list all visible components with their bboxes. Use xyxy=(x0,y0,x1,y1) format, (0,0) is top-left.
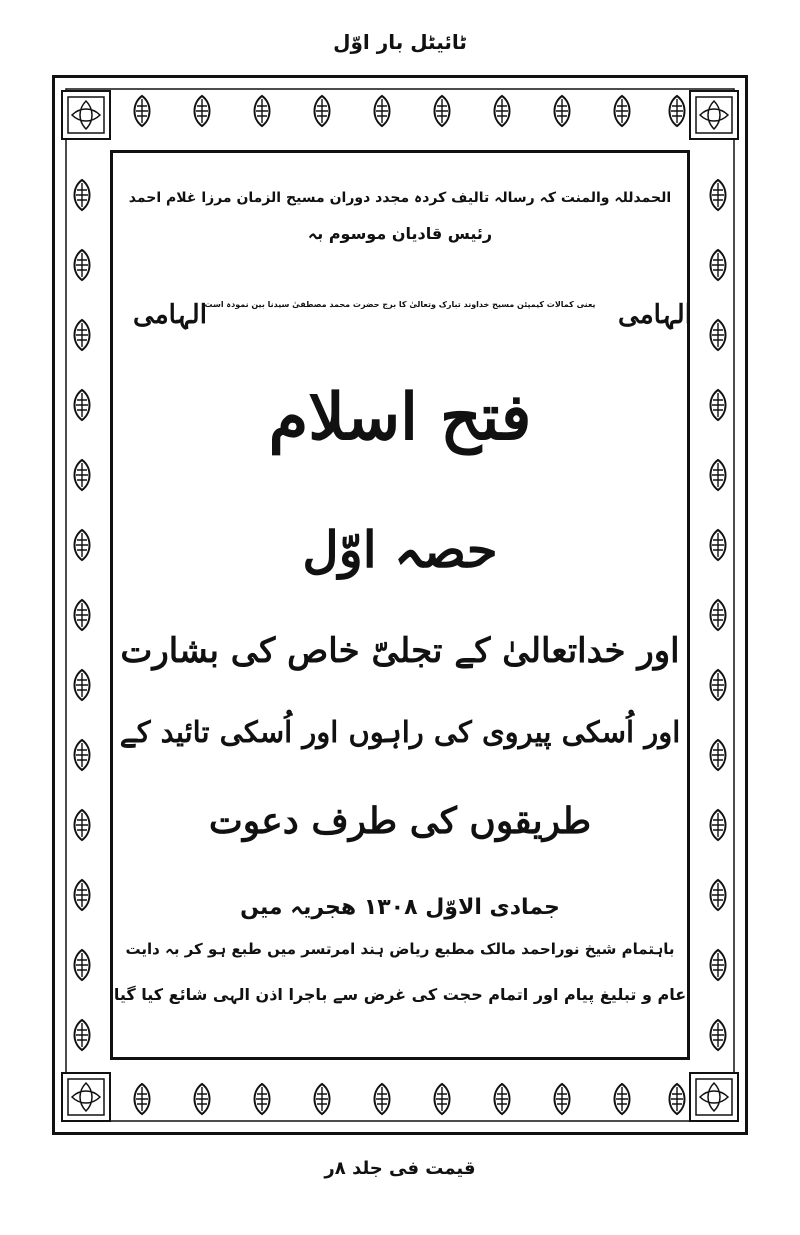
header-line-2: رئیس قادیان موسوم بہ xyxy=(307,224,493,243)
corner-ornaments xyxy=(62,91,738,1121)
top-border-ornaments xyxy=(135,96,685,126)
header-line-1: الحمدللہ والمنت کہ رسالہ تالیف کردہ مجدد دوران مسیح الزمان مرزا غلام احمد xyxy=(128,190,672,206)
book-part: حصہ اوّل xyxy=(302,520,498,579)
right-border-ornaments xyxy=(711,180,726,1050)
body-line-3: طریقوں کی طرف دعوت xyxy=(208,800,592,842)
ilhami-left-label: الہامی xyxy=(133,300,207,330)
publication-date: جمادی الاوّل ۱۳۰۸ ھجریہ میں xyxy=(240,895,560,920)
price-label: قیمت فی جلد ۸ر xyxy=(324,1158,476,1179)
bottom-border-ornaments xyxy=(135,1084,685,1114)
book-title: فتح اسلام xyxy=(268,380,532,455)
ilhami-right-label: الہامی xyxy=(618,300,692,330)
arc-inscription: یعنی کمالات کیمپئن مسیح خداوند تبارک وتعالیٰ کا برج حضرت محمد مصطفیٰ سیدنا بین نمودہ است xyxy=(204,300,596,309)
publisher-line-1: باہتمام شیخ نوراحمد مالک مطبع ریاض ہند امرتسر میں طبع ہو کر بہ دایت xyxy=(125,940,675,958)
body-line-1: اور خداتعالیٰ کے تجلیّ خاص کی بشارت xyxy=(120,631,680,671)
body-line-2: اور اُسکی پیروی کی راہوں اور اُسکی تائید کے xyxy=(119,715,681,749)
page-caption: ٹائیٹل بار اوّل xyxy=(333,30,467,54)
publisher-line-2: عام و تبلیغ پیام اور اتمام حجت کی غرض سے باجرا اذن الہی شائع کیا گیا xyxy=(113,985,687,1004)
left-border-ornaments xyxy=(75,180,90,1050)
